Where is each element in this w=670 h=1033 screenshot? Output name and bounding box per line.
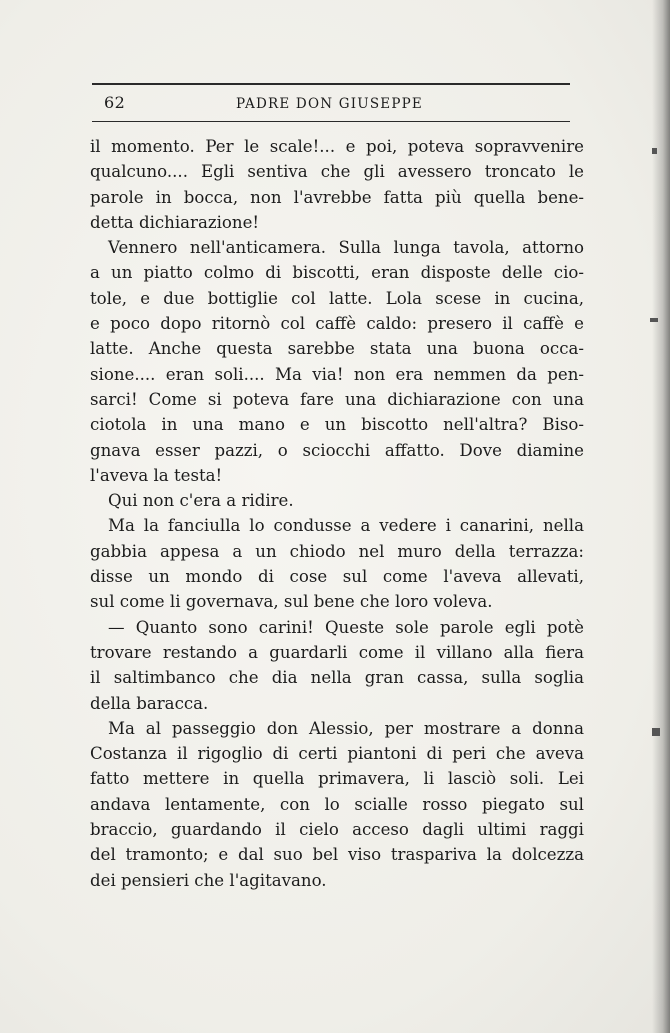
text-line: a un piatto colmo di biscotti, eran disposte delle cio- xyxy=(90,263,584,283)
text-line: ciotola in una mano e un biscotto nell'altra? Biso- xyxy=(90,415,584,435)
page-number: 62 xyxy=(104,93,126,112)
text-line: del tramonto; e dal suo bel viso traspariva la dolcezza xyxy=(90,845,584,865)
text-line: Costanza il rigoglio di certi piantoni di peri che aveva xyxy=(90,744,584,764)
text-line: disse un mondo di cose sul come l'aveva allevati, xyxy=(90,567,584,587)
header-rule-bottom xyxy=(92,121,570,122)
text-line: della baracca. xyxy=(90,693,209,713)
text-line: il saltimbanco che dia nella gran cassa, sulla soglia xyxy=(90,668,584,688)
text-line: Ma al passeggio don Alessio, per mostrare a donna xyxy=(108,718,584,738)
text-line: Ma la fanciulla lo condusse a vedere i canarini, nella xyxy=(108,516,584,536)
text-line: e poco dopo ritornò col caffè caldo: presero il caffè e xyxy=(90,314,584,334)
body-text xyxy=(90,134,584,893)
text-line: parole in bocca, non l'avrebbe fatta più quella bene- xyxy=(90,187,584,207)
header-rule-top xyxy=(92,83,570,85)
text-line: latte. Anche questa sarebbe stata una buona occa- xyxy=(90,339,584,359)
text-line: — Quanto sono carini! Queste sole parole egli potè xyxy=(108,617,584,637)
edge-speck xyxy=(652,728,660,736)
text-line: gabbia appesa a un chiodo nel muro della terrazza: xyxy=(90,541,584,561)
text-line: sul come li governava, sul bene che loro voleva. xyxy=(90,592,493,612)
text-line: sione.... eran soli.... Ma via! non era nemmen da pen- xyxy=(90,364,584,384)
text-line: detta dichiarazione! xyxy=(90,212,260,232)
text-line: Vennero nell'anticamera. Sulla lunga tavola, attorno xyxy=(108,238,584,258)
text-line: fatto mettere in quella primavera, li lasciò soli. Lei xyxy=(90,769,584,789)
edge-speck xyxy=(650,318,658,322)
text-line: tole, e due bottiglie col latte. Lola scese in cucina, xyxy=(90,288,584,308)
text-line: qualcuno.... Egli sentiva che gli avessero troncato le xyxy=(90,162,584,182)
text-line: il momento. Per le scale!... e poi, poteva sopravvenire xyxy=(90,137,584,156)
text-line: l'aveva la testa! xyxy=(90,465,223,485)
text-line: Qui non c'era a ridire. xyxy=(108,491,294,511)
running-head-title: PADRE DON GIUSEPPE xyxy=(236,96,423,112)
text-line: sarci! Come si poteva fare una dichiarazione con una xyxy=(90,389,584,409)
text-line: trovare restando a guardarli come il villano alla fiera xyxy=(90,642,584,662)
text-line: braccio, guardando il cielo acceso dagli ultimi raggi xyxy=(90,820,584,840)
text-line: gnava esser pazzi, o sciocchi affatto. Dove diamine xyxy=(90,440,584,460)
page-edge-shadow xyxy=(652,0,670,1033)
text-line: andava lentamente, con lo scialle rosso piegato sul xyxy=(90,794,584,814)
edge-speck xyxy=(652,148,657,154)
text-line: dei pensieri che l'agitavano. xyxy=(90,870,327,890)
